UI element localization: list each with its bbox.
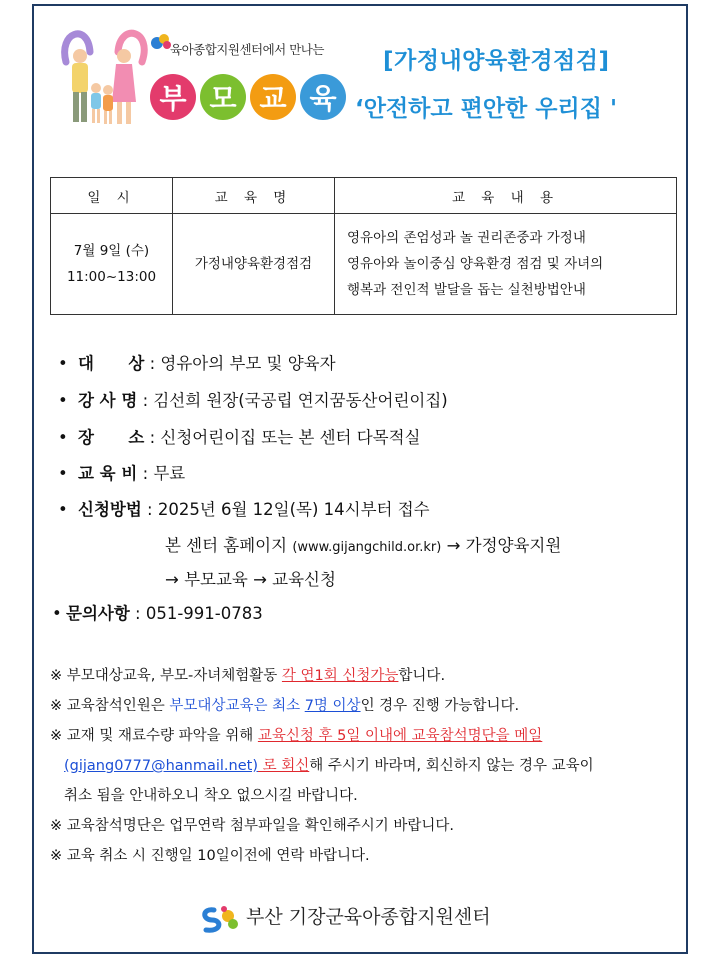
apply-label: 신청방법 [78,500,142,519]
cell-content [335,214,677,315]
apply-path-line [165,532,561,556]
cell-date: 7월 9일 (수) [73,243,150,259]
center-logo-icon [150,30,172,52]
homepage-url: (www.gijangchild.or.kr) [292,540,442,555]
fee-value: : 무료 [142,464,186,483]
target-value: : 영유아의 부모 및 양육자 [149,354,336,373]
note-highlight: 7명 이상 [304,698,361,714]
lecturer-label: 강 사 명 [78,391,138,410]
note-text: ※ 교재 및 재료수량 파악을 위해 [50,728,258,744]
cell-name: 가정내양육환경점검 [173,214,335,315]
content-line: 행복과 전인적 발달을 돕는 실천방법안내 [347,282,586,298]
target-label: 대 상 [78,354,145,373]
info-contact: • 문의사항 : 051-991-0783 [52,600,263,624]
note-1 [50,664,445,685]
apply-value: : 2025년 6월 12일(목) 14시부터 접수 [147,500,430,519]
page-title: [가정내양육환경점검] [383,48,610,74]
cell-datetime [51,214,173,315]
contact-email[interactable]: (gijang0777@hanmail.net) [64,758,258,774]
brand-subtitle: 육아종합지원센터에서 만나는 [170,42,324,57]
logo-bubble: 교 [250,74,296,120]
logo-bubble: 부 [150,74,196,120]
info-place: • 장 소 : 신청어린이집 또는 본 센터 다목적실 [58,424,420,448]
parent-education-logo [150,74,346,120]
family-illustration [58,22,148,132]
note-5: ※ 교육 취소 시 진행일 10일이전에 연락 바랍니다. [50,848,370,864]
logo-bubble: 육 [300,74,346,120]
header-content: 교 육 내 용 [335,178,677,214]
content-line: 영유아의 존엄성과 놀 권리존중과 가정내 [347,230,586,246]
note-text: ※ 부모대상교육, 부모-자녀체험활동 [50,668,282,684]
note-text: 해 주시기 바라며, 회신하지 않는 경우 교육이 [309,758,594,774]
info-apply: • 신청방법 : 2025년 6월 12일(목) 14시부터 접수 [58,496,430,520]
apply-path-line2: → 부모교육 → 교육신청 [165,570,336,589]
note-highlight: 교육신청 후 5일 이내에 교육참석명단을 메일 [257,728,543,744]
center-logo-icon [200,904,240,934]
place-label: 장 소 [78,428,145,447]
apply-path-text: → 가정양육지원 [441,536,562,555]
note-highlight: 부모대상교육은 최소 [169,698,305,714]
note-3 [50,724,542,745]
note-text: ※ 교육참석인원은 [50,698,170,714]
content-line: 영유아와 놀이중심 양육환경 점검 및 자녀의 [347,256,604,272]
header-date: 일 시 [51,178,173,214]
place-value: : 신청어린이집 또는 본 센터 다목적실 [149,428,421,447]
note-4: ※ 교육참석명단은 업무연락 첨부파일을 확인해주시기 바랍니다. [50,818,454,834]
logo-bubble: 모 [200,74,246,120]
note-highlight: 각 연1회 신청가능 [281,668,399,684]
note-2 [50,694,519,715]
cell-time: 11:00~13:00 [66,269,157,285]
info-lecturer: • 강 사 명 : 김선희 원장(국공립 연지꿈동산어린이집) [58,387,448,411]
header-name: 교 육 명 [173,178,335,214]
table-row [51,214,677,315]
note-text: 인 경우 진행 가능합니다. [360,698,520,714]
note-text: 합니다. [398,668,446,684]
note-3-line2 [64,754,594,775]
contact-label: 문의사항 [66,604,130,623]
page-subtitle: ‘안전하고 편안한 우리집 ' [355,96,617,122]
lecturer-value: : 김선희 원장(국공립 연지꿈동산어린이집) [142,391,448,410]
contact-value: : 051-991-0783 [135,604,263,623]
footer-org: 부산 기장군육아종합지원센터 [246,906,491,928]
note-highlight: 로 회신 [258,758,310,774]
table-header-row [51,178,677,214]
info-target: • 대 상 : 영유아의 부모 및 양육자 [58,350,336,374]
schedule-table [50,177,677,315]
info-fee: • 교 육 비 : 무료 [58,460,185,484]
note-3-line3: 취소 됨을 안내하오니 착오 없으시길 바랍니다. [64,788,358,804]
fee-label: 교 육 비 [78,464,138,483]
apply-path-text: 본 센터 홈페이지 [165,536,293,555]
